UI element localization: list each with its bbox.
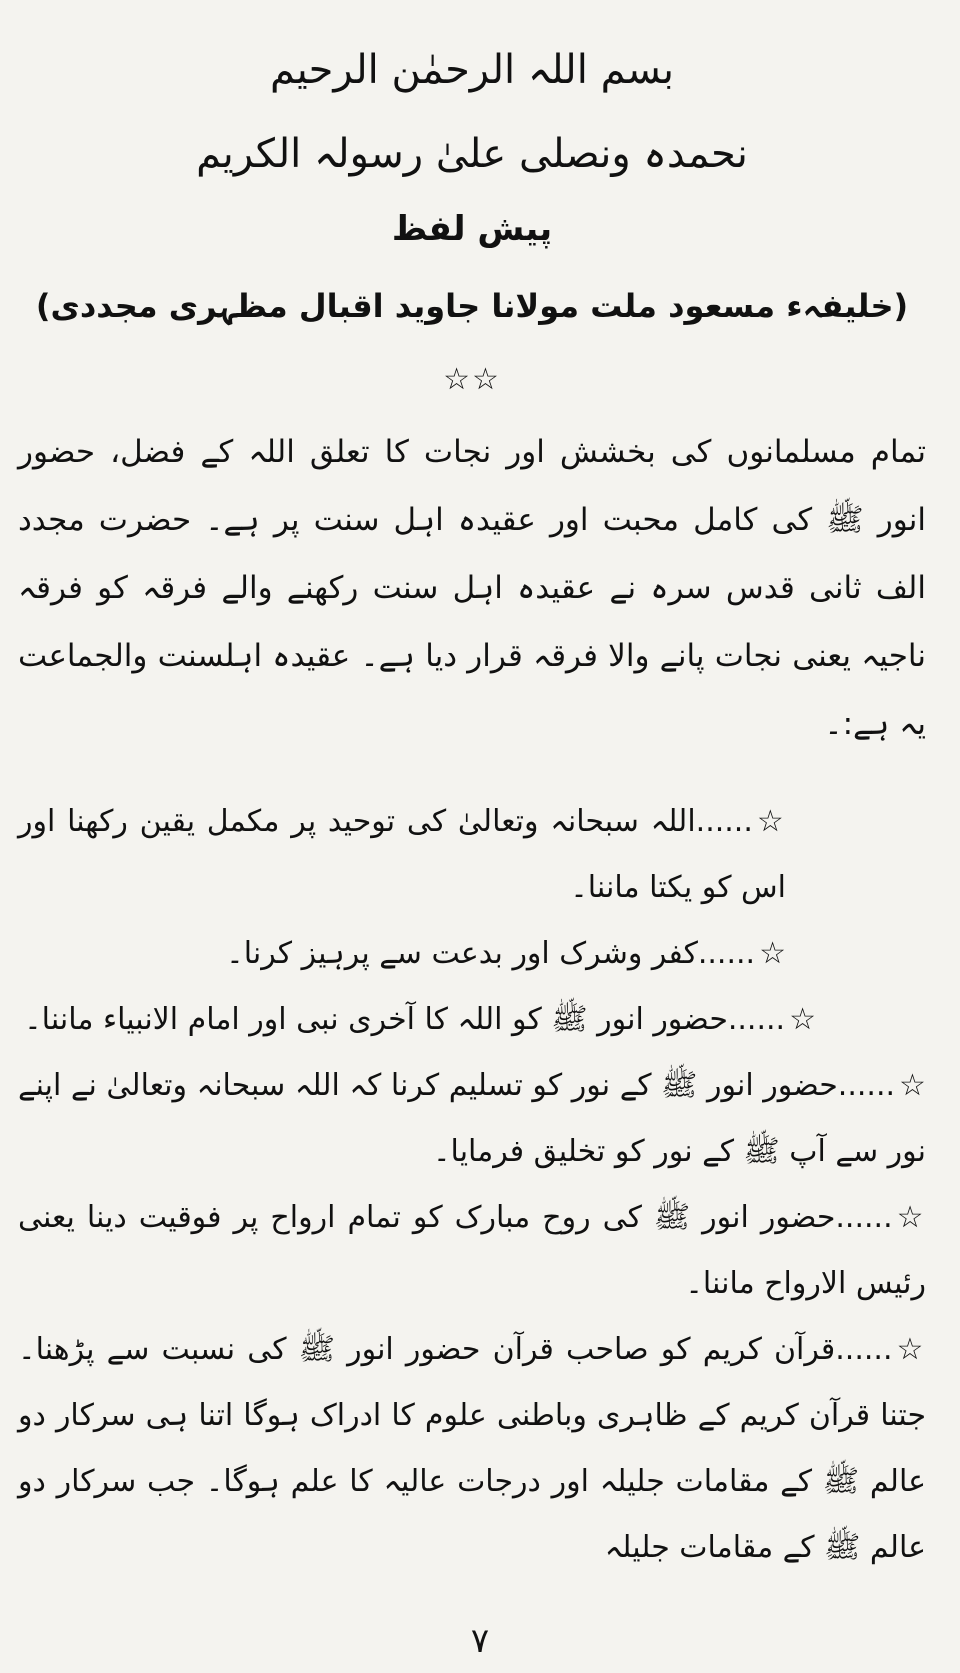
- star-bullet-icon: ☆: [896, 1200, 926, 1235]
- star-bullet-icon: ☆: [899, 1068, 926, 1103]
- belief-item: [18, 1185, 926, 1317]
- belief-text: ......قرآن کریم کو صاحب قرآن حضور انور ﷺ کی نسبت سے پڑھنا۔ جتنا قرآن کریم کے ظاہری وباطنی علوم کا ادراک ہوگا اتنا ہی سرکار دو عالم ﷺ کے مقامات جلیلہ اور درجات عالیہ کا علم ہوگا۔ جب سرکار دو عالم ﷺ کے مقامات جلیلہ: [18, 1332, 926, 1565]
- bismillah-heading: بسم اللہ الرحمٰن الرحیم: [269, 47, 675, 93]
- belief-item: [18, 1317, 926, 1581]
- belief-item: [18, 1053, 926, 1185]
- star-bullet-icon: ☆: [759, 936, 786, 971]
- intro-paragraph: تمام مسلمانوں کی بخشش اور نجات کا تعلق اللہ کے فضل، حضور انور ﷺ کی کامل محبت اور عقیدہ اہل سنت پر ہے۔ حضرت مجدد الف ثانی قدس سرہ نے عقیدہ اہل سنت رکھنے والے فرقہ کو فرقہ ناجیہ یعنی نجات پانے والا فرقہ قرار دیا ہے۔ عقیدہ اہلسنت والجماعت یہ ہے:۔: [18, 434, 926, 742]
- star-bullet-icon: ☆: [789, 1002, 816, 1037]
- star-divider: ☆☆: [443, 362, 501, 397]
- belief-text: ......کفر وشرک اور بدعت سے پرہیز کرنا۔: [226, 936, 756, 971]
- page-number: ۷: [470, 1621, 490, 1661]
- beliefs-list: [18, 789, 926, 1581]
- belief-text: ......حضور انور ﷺ کی روح مبارک کو تمام ارواح پر فوقیت دینا یعنی رئیس الارواح ماننا۔: [18, 1200, 926, 1301]
- star-bullet-icon: ☆: [896, 1332, 926, 1367]
- page-title: پیش لفظ: [391, 209, 553, 249]
- author-attribution: (خلیفہء مسعود ملت مولانا جاوید اقبال مظہری مجددی): [35, 287, 909, 325]
- salutation-heading: نحمدہ ونصلی علیٰ رسولہ الکریم: [196, 131, 748, 177]
- belief-text: ......اللہ سبحانہ وتعالیٰ کی توحید پر مکمل یقین رکھنا اور اس کو یکتا ماننا۔: [18, 804, 786, 905]
- belief-item: [18, 921, 926, 987]
- belief-text: ......حضور انور ﷺ کے نور کو تسلیم کرنا کہ اللہ سبحانہ وتعالیٰ نے اپنے نور سے آپ ﷺ کے نور کو تخلیق فرمایا۔: [18, 1068, 926, 1169]
- belief-item: [18, 789, 926, 921]
- star-bullet-icon: ☆: [756, 804, 786, 839]
- belief-item: [18, 987, 926, 1053]
- belief-text: ......حضور انور ﷺ کو اللہ کا آخری نبی اور امام الانبیاء ماننا۔: [24, 1002, 786, 1037]
